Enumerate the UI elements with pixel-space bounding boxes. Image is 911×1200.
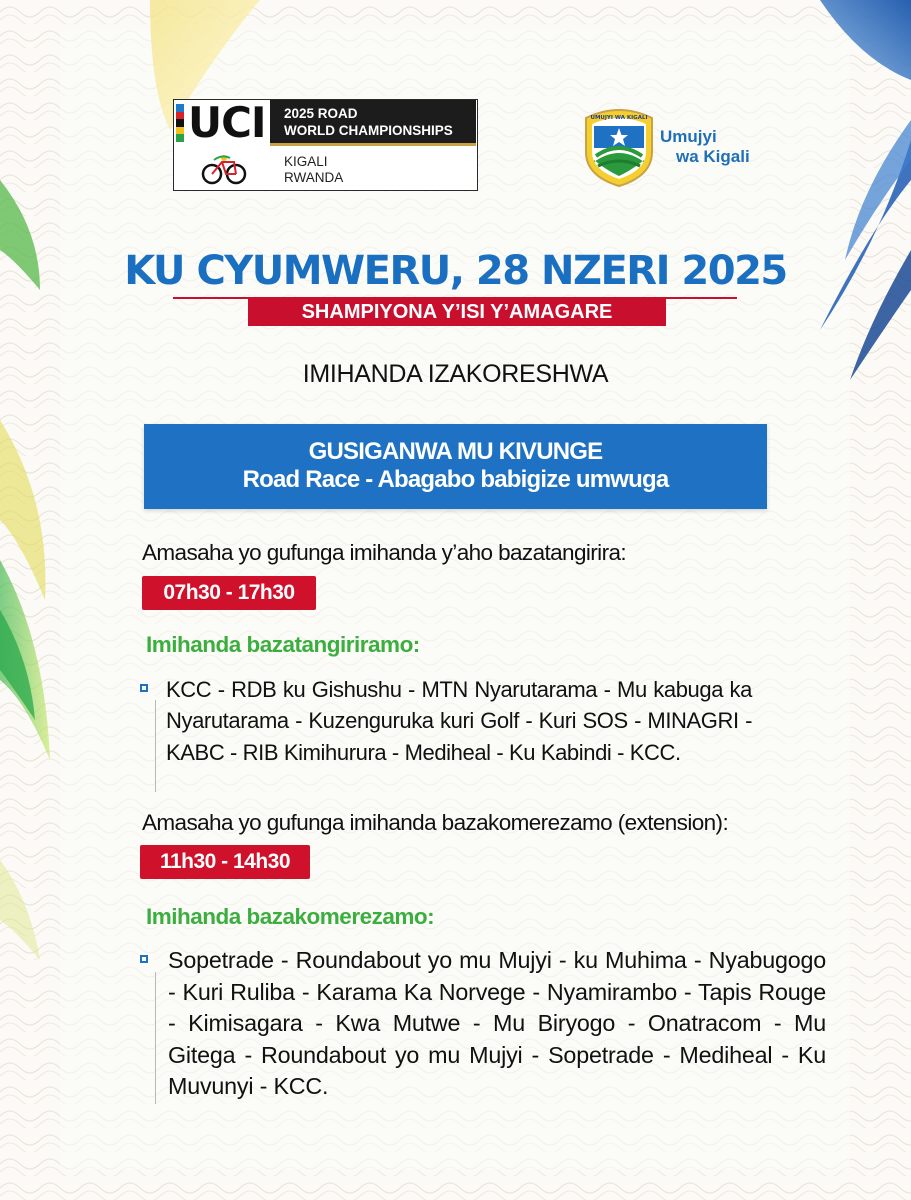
extension-roads-list: Sopetrade - Roundabout yo mu Mujyi - ku Muhima - Nyabugogo - Kuri Ruliba - Karama Ka Norvege - Nyamirambo - Tapis Rouge - Kimisagara - Kwa Mutwe - Mu Biryogo - Onatracom - Mu Gitega - Roundabout yo mu Mujyi - Sopetrade - Mediheal - Ku Muvunyi - KCC. xyxy=(168,947,826,1099)
svg-text:UMUJYI WA KIGALI: UMUJYI WA KIGALI xyxy=(590,115,648,121)
kigali-city-name: Umujyi wa Kigali xyxy=(660,127,750,166)
extension-time-badge: 11h30 - 14h30 xyxy=(140,845,310,879)
event-subtitle: SHAMPIYONA Y’ISI Y’AMAGARE xyxy=(248,298,666,326)
event-date: KU CYUMWERU, 28 NZERI 2025 xyxy=(124,248,787,294)
start-time-badge: 07h30 - 17h30 xyxy=(142,576,316,610)
bullet-rule xyxy=(155,700,156,792)
uci-host-city: KIGALI RWANDA xyxy=(284,154,344,185)
extension-hours-label: Amasaha yo gufunga imihanda bazakomerezamo (extension): xyxy=(142,810,729,835)
uci-rainbow-stripes xyxy=(176,104,184,142)
start-roads-heading: Imihanda bazatangiriramo: xyxy=(146,632,420,657)
bullet-icon xyxy=(140,684,148,692)
bicycle-icon xyxy=(200,152,250,186)
bullet-icon xyxy=(140,955,148,963)
uci-event-name: 2025 ROAD WORLD CHAMPIONSHIPS xyxy=(270,100,476,143)
race-type-banner: GUSIGANWA MU KIVUNGE Road Race - Abagabo babigize umwuga xyxy=(144,424,767,509)
bullet-rule xyxy=(155,972,156,1104)
uci-logo xyxy=(173,99,478,191)
extension-roads-heading: Imihanda bazakomerezamo: xyxy=(146,904,435,929)
kigali-city-seal xyxy=(580,104,658,188)
start-roads-list: KCC - RDB ku Gishushu - MTN Nyarutarama - Mu kabuga ka Nyarutarama - Kuzenguruka kuri Golf - Kuri SOS - MINAGRI - KABC - RIB Kimihurura - Mediheal - Ku Kabindi - KCC. xyxy=(166,677,752,765)
uci-wordmark: UCI xyxy=(188,98,266,147)
section-title: IMIHANDA IZAKORESHWA xyxy=(302,360,609,388)
start-hours-label: Amasaha yo gufunga imihanda y’aho bazatangirira: xyxy=(142,540,627,565)
